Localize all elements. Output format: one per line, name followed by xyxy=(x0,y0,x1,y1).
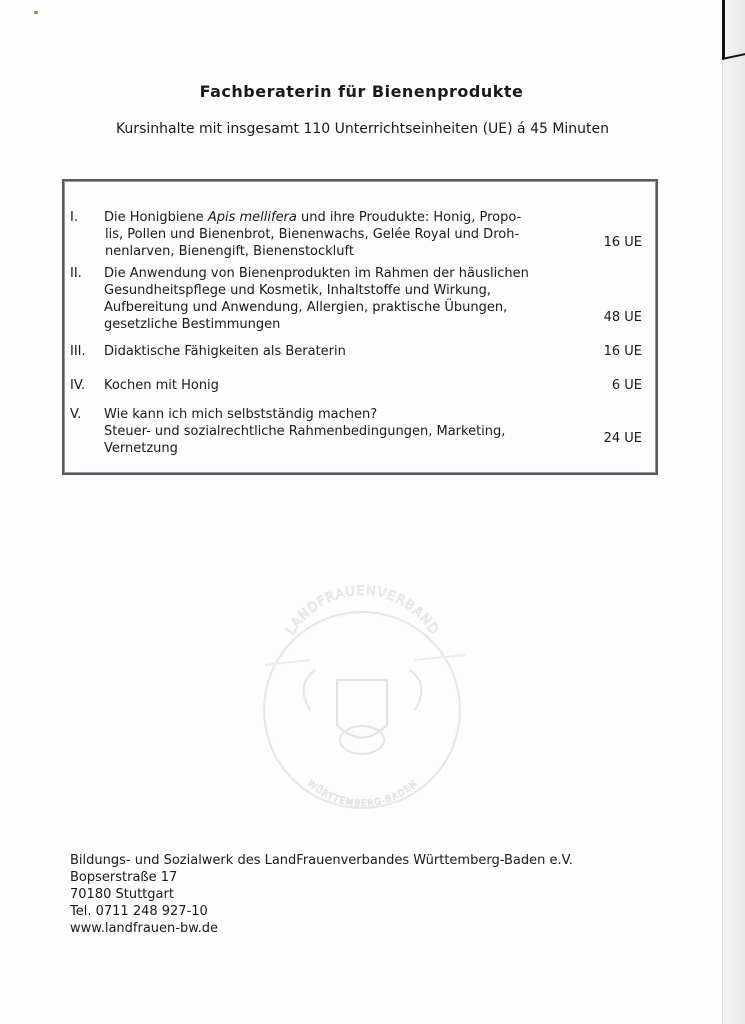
website-link[interactable]: www.landfrauen-bw.de xyxy=(70,921,219,936)
module-text-line: Vernetzung xyxy=(104,441,178,456)
module-text-line: Gesundheitspflege und Kosmetik, Inhaltstoffe und Wirkung, xyxy=(104,283,492,298)
phone-number: Tel. 0711 248 927-10 xyxy=(70,904,208,919)
module-units: 16 UE xyxy=(603,344,642,359)
module-units: 16 UE xyxy=(603,235,642,250)
species-name: Apis mellifera xyxy=(207,210,297,225)
module-units: 48 UE xyxy=(603,310,642,325)
seal-bottom-text: WÜRTTEMBERG-BADEN xyxy=(305,778,420,810)
module-number: IV. xyxy=(70,378,86,393)
module-text-line: Steuer- und sozialrechtliche Rahmenbedingungen, Marketing, xyxy=(104,424,506,439)
module-units: 24 UE xyxy=(603,431,642,446)
module-text-line: und ihre Proudukte: Honig, Propo- xyxy=(296,210,522,225)
module-number: II. xyxy=(70,266,82,281)
module-units: 6 UE xyxy=(611,378,642,393)
module-number: V. xyxy=(70,407,82,422)
module-text-line: gesetzliche Bestimmungen xyxy=(104,317,281,332)
module-number: III. xyxy=(70,344,86,359)
module-row xyxy=(70,377,642,394)
module-row xyxy=(70,265,642,333)
organization-name: Bildungs- und Sozialwerk des LandFrauenverbandes Württemberg-Baden e.V. xyxy=(70,853,573,868)
seal-top-text: LANDFRAUENVERBAND xyxy=(283,585,442,638)
scan-speck xyxy=(34,11,38,14)
footer-address xyxy=(70,852,573,937)
module-description xyxy=(104,377,564,394)
city-address: 70180 Stuttgart xyxy=(70,887,174,902)
module-row xyxy=(70,406,642,457)
module-text-line: lis, Pollen und Bienenbrot, Bienenwachs, Gelée Royal und Droh- xyxy=(105,227,520,242)
page-corner-mark xyxy=(722,0,745,60)
embossed-seal xyxy=(255,585,470,820)
module-text-line: Die Honigbiene xyxy=(104,210,208,225)
module-text-line: Aufbereitung und Anwendung, Allergien, praktische Übungen, xyxy=(104,300,508,315)
module-description xyxy=(104,209,564,260)
module-description xyxy=(104,343,564,360)
module-text-line: Die Anwendung von Bienenprodukten im Rahmen der häuslichen xyxy=(104,266,529,281)
module-text-line: Kochen mit Honig xyxy=(104,378,219,393)
page-edge xyxy=(722,0,745,1024)
module-row xyxy=(70,209,642,260)
module-number: I. xyxy=(70,210,78,225)
module-row xyxy=(70,343,642,360)
course-modules-box xyxy=(62,179,658,475)
document-subtitle: Kursinhalte mit insgesamt 110 Unterrichtseinheiten (UE) á 45 Minuten xyxy=(115,121,610,137)
document-title: Fachberaterin für Bienenprodukte xyxy=(199,82,524,101)
module-text-line: Didaktische Fähigkeiten als Beraterin xyxy=(104,344,346,359)
module-description xyxy=(104,265,564,333)
street-address: Bopserstraße 17 xyxy=(70,870,178,885)
module-description xyxy=(104,406,564,457)
module-text-line: Wie kann ich mich selbstständig machen? xyxy=(104,407,378,422)
module-text-line: nenlarven, Bienengift, Bienenstockluft xyxy=(105,244,354,259)
